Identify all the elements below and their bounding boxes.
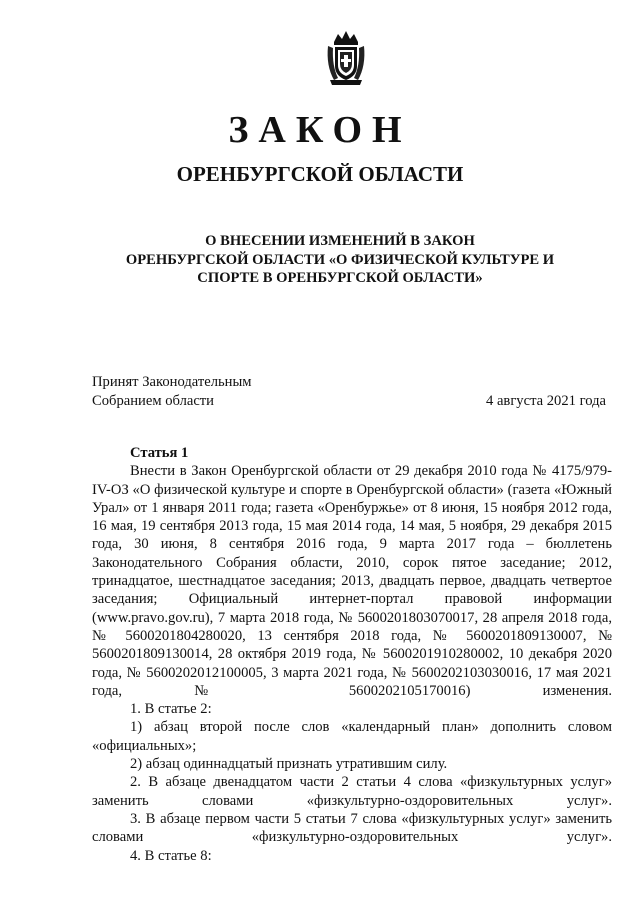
document-title: ЗАКОН [228, 109, 412, 151]
law-name-line: ОРЕНБУРГСКОЙ ОБЛАСТИ «О ФИЗИЧЕСКОЙ КУЛЬТУРЕ И [125, 251, 555, 268]
law-name-line: О ВНЕСЕНИИ ИЗМЕНЕНИЙ В ЗАКОН [205, 233, 475, 249]
law-name [60, 232, 620, 288]
document-subtitle: ОРЕНБУРГСКОЙ ОБЛАСТИ [176, 162, 464, 186]
coat-of-arms-icon [324, 28, 368, 86]
adopted-by-line: Принят Законодательным [92, 374, 252, 390]
paragraph: 4. В статье 8: [130, 847, 212, 864]
paragraph: Внести в Закон Оренбургской области от 29 декабря 2010 года № 4175/979-IV-ОЗ «О физической культуре и спорте в Оренбургской области» (газета «Южный Урал» от 1 января 2011 года; газета «Оренбуржье» от 8 июня, 15 ноября 2012 года, 16 мая, 19 сентября 2013 года, 15 мая 2014 года, 14 мая, 5 ноября, 29 декабря 2015 года, 30 июня, 8 сентября 2016 года, 9 марта 2017 года – бюллетень Законодательного Собрания области, 2010, сорок пятое заседание; 2012, тринадцатое, шестнадцатое заседания; 2013, двадцать первое, двадцать четвертое заседания; Официальный интернет-портал правовой информации (www.pravo.gov.ru), 7 марта 2018 года, № 5600201803070017, 28 апреля 2018 года, № 5600201804280020, 13 сентября 2018 года, № 5600201809130007, № 5600201809130014, 28 октября 2019 года, № 5600201910280002, 10 декабря 2020 года, № 5600202012100005, 3 марта 2021 года, № 5600202103030016, 17 мая 2021 года, № 5600202105170016) изменения. [92, 463, 612, 699]
paragraph: 2. В абзаце двенадцатом части 2 статьи 4 слова «физкультурных услуг» заменить словами «физкультурно-оздоровительных услуг». [92, 774, 612, 809]
paragraph: 3. В абзаце первом части 5 статьи 7 слова «физкультурных услуг» заменить словами «физкультурно-оздоровительных услуг». [92, 810, 612, 846]
paragraph: 1. В статье 2: [130, 701, 212, 718]
paragraph: 2) абзац одиннадцатый признать утратившим силу. [130, 756, 448, 773]
article-heading: Статья 1 [130, 445, 189, 461]
adopted-by-line: Собранием области [92, 393, 214, 409]
paragraph: 1) абзац второй после слов «календарный план» дополнить словом «официальных»; [92, 719, 612, 754]
law-name-line: СПОРТЕ В ОРЕНБУРГСКОЙ ОБЛАСТИ» [197, 270, 483, 286]
document-body [92, 444, 612, 865]
adoption-info [92, 373, 251, 411]
adoption-date: 4 августа 2021 года [486, 393, 606, 409]
